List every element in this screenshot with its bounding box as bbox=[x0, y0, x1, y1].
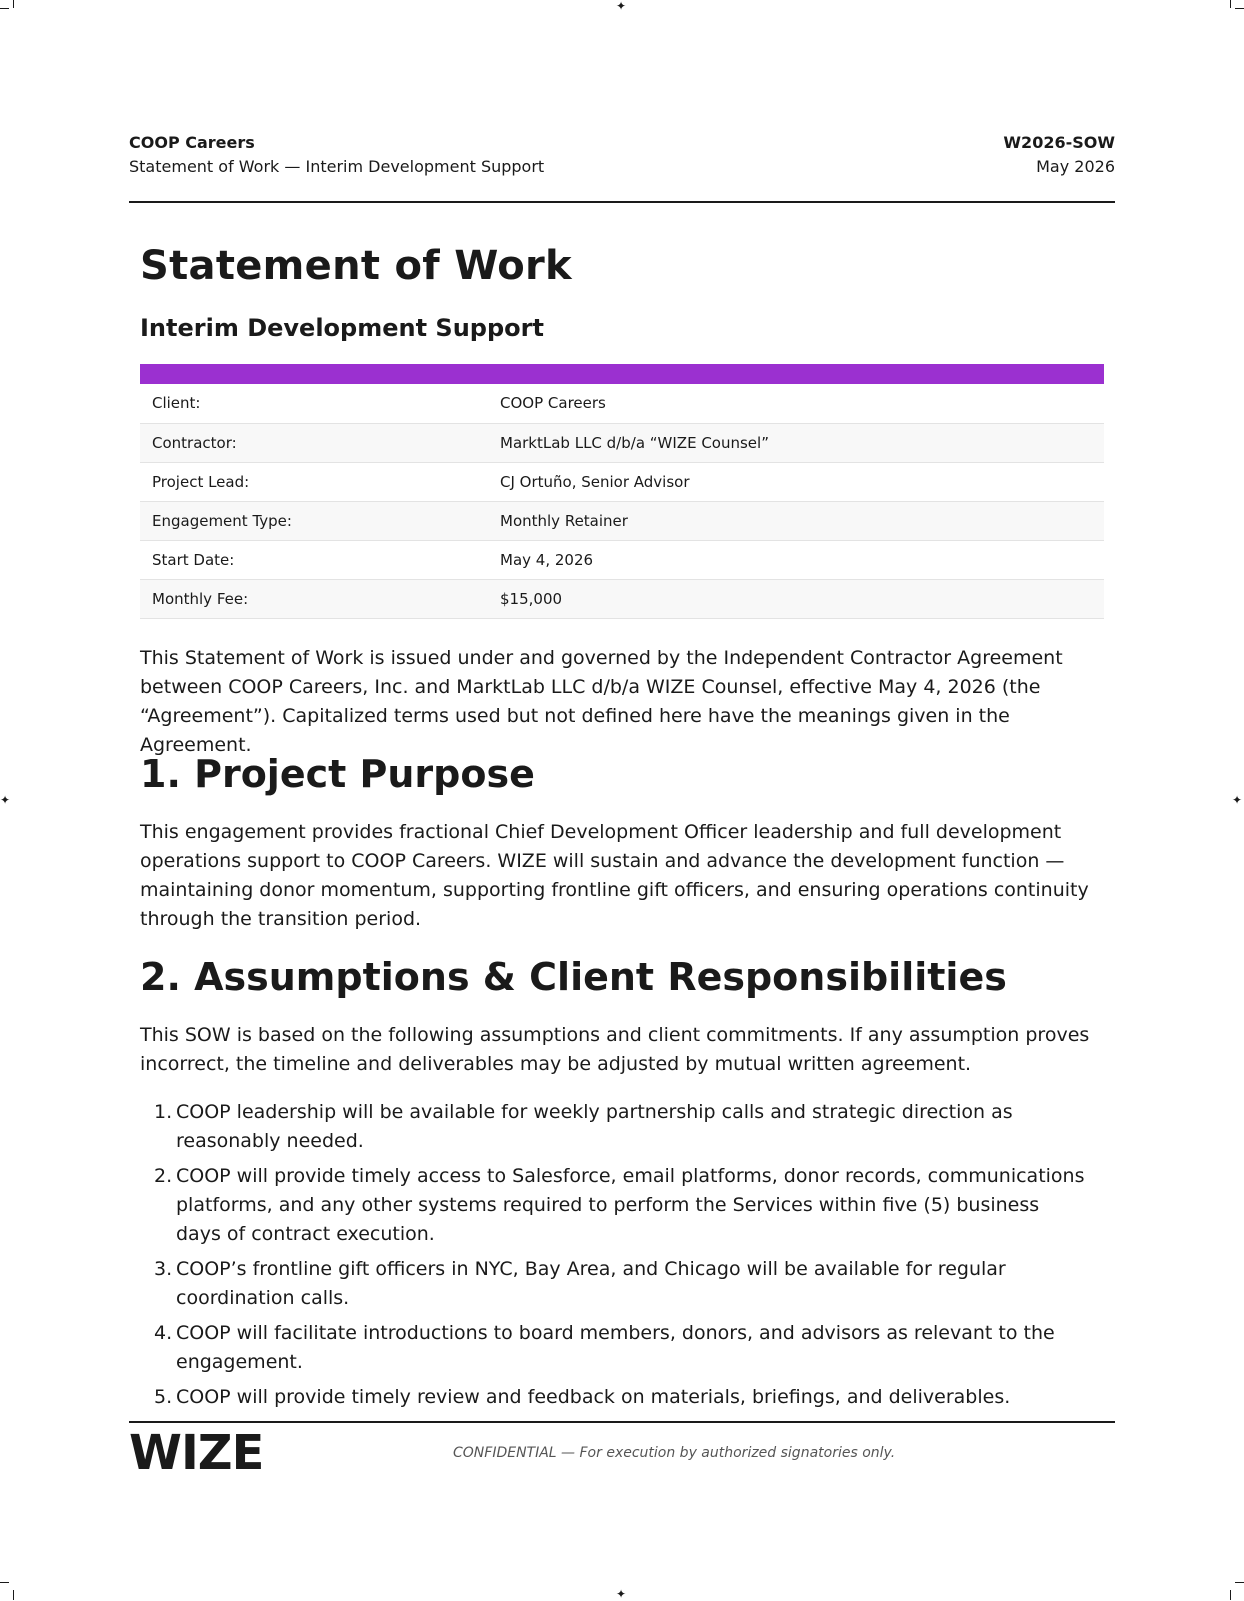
list-item-number: 2. bbox=[154, 1165, 173, 1187]
crop-mark bbox=[1230, 0, 1231, 8]
list-item bbox=[140, 1319, 1090, 1377]
detail-label: Contractor: bbox=[140, 423, 488, 462]
list-item-number: 5. bbox=[154, 1386, 173, 1408]
section-heading-assumptions: 2. Assumptions & Client Responsibilities bbox=[140, 955, 1007, 999]
intro-paragraph: This Statement of Work is issued under and governed by the Independent Contractor Agreement between COOP Careers, Inc. and MarktLab LLC d/b/a WIZE Counsel, effective May 4, 2026 (the “Agreement”). Capitalized terms used but not defined here have the meanings given in the Agreement. bbox=[140, 647, 1063, 756]
list-item bbox=[140, 1255, 1090, 1313]
document-header bbox=[129, 131, 1115, 203]
crop-mark bbox=[0, 8, 9, 9]
registration-mark: ✦ bbox=[1232, 793, 1243, 807]
list-item-text: COOP leadership will be available for weekly partnership calls and strategic direction as reasonably needed. bbox=[176, 1101, 1013, 1152]
header-right bbox=[1003, 131, 1115, 179]
registration-mark: ✦ bbox=[616, 1587, 627, 1601]
section-heading-project-purpose: 1. Project Purpose bbox=[140, 752, 535, 796]
details-accent-bar bbox=[140, 364, 1104, 384]
list-item-text: COOP will provide timely access to Salesforce, email platforms, donor records, communications platforms, and any other systems required to perform the Services within five (5) business days of contract execution. bbox=[176, 1165, 1085, 1245]
crop-mark bbox=[1230, 1590, 1231, 1600]
header-left bbox=[129, 131, 544, 179]
header-org: COOP Careers bbox=[129, 133, 255, 152]
detail-label: Project Lead: bbox=[140, 462, 488, 501]
list-item-number: 3. bbox=[154, 1258, 173, 1280]
section-body-assumptions: This SOW is based on the following assumptions and client commitments. If any assumption proves incorrect, the timeline and deliverables may be adjusted by mutual written agreement. bbox=[140, 1024, 1090, 1075]
table-row bbox=[140, 501, 1104, 540]
list-item-number: 1. bbox=[154, 1101, 173, 1123]
confidential-notice: CONFIDENTIAL — For execution by authorized signatories only. bbox=[453, 1445, 896, 1461]
crop-mark bbox=[13, 1590, 14, 1600]
crop-mark bbox=[0, 1582, 9, 1583]
header-doc-date: May 2026 bbox=[1036, 157, 1115, 176]
header-doc-subtitle: Statement of Work — Interim Development Support bbox=[129, 157, 545, 176]
detail-value: CJ Ortuño, Senior Advisor bbox=[488, 462, 1104, 501]
registration-mark: ✦ bbox=[616, 0, 627, 13]
crop-mark bbox=[13, 0, 14, 8]
table-row bbox=[140, 462, 1104, 501]
list-item-number: 4. bbox=[154, 1322, 173, 1344]
detail-value: COOP Careers bbox=[488, 384, 1104, 423]
detail-label: Start Date: bbox=[140, 540, 488, 579]
table-row bbox=[140, 579, 1104, 618]
crop-mark bbox=[1235, 8, 1244, 9]
list-item-text: COOP will facilitate introductions to board members, donors, and advisors as relevant to the engagement. bbox=[176, 1322, 1055, 1373]
wize-logo: WIZE bbox=[129, 1425, 264, 1481]
table-row bbox=[140, 423, 1104, 462]
header-doc-id: W2026-SOW bbox=[1003, 133, 1115, 152]
detail-label: Engagement Type: bbox=[140, 501, 488, 540]
crop-mark bbox=[1235, 1582, 1244, 1583]
table-row bbox=[140, 540, 1104, 579]
table-row bbox=[140, 384, 1104, 423]
detail-value: May 4, 2026 bbox=[488, 540, 1104, 579]
detail-label: Monthly Fee: bbox=[140, 579, 488, 618]
assumptions-list bbox=[140, 1098, 1090, 1418]
section-body-project-purpose: This engagement provides fractional Chief Development Officer leadership and full development operations support to COOP Careers. WIZE will sustain and advance the development function — maintaining donor momentum, supporting frontline gift officers, and ensuring operations continuity through the transition period. bbox=[140, 821, 1089, 930]
registration-mark: ✦ bbox=[0, 793, 11, 807]
list-item-text: COOP will provide timely review and feedback on materials, briefings, and deliverables. bbox=[176, 1386, 1011, 1408]
page-title: Statement of Work bbox=[140, 243, 572, 289]
document-footer bbox=[129, 1421, 1115, 1481]
list-item bbox=[140, 1098, 1090, 1156]
details-table bbox=[140, 364, 1104, 619]
page-subtitle: Interim Development Support bbox=[140, 314, 544, 342]
detail-label: Client: bbox=[140, 384, 488, 423]
list-item-text: COOP’s frontline gift officers in NYC, Bay Area, and Chicago will be available for regular coordination calls. bbox=[176, 1258, 1006, 1309]
detail-value: Monthly Retainer bbox=[488, 501, 1104, 540]
detail-value: MarktLab LLC d/b/a “WIZE Counsel” bbox=[488, 423, 1104, 462]
detail-value: $15,000 bbox=[488, 579, 1104, 618]
list-item bbox=[140, 1162, 1090, 1249]
details-accent-bar-row bbox=[140, 364, 1104, 384]
list-item bbox=[140, 1383, 1090, 1412]
